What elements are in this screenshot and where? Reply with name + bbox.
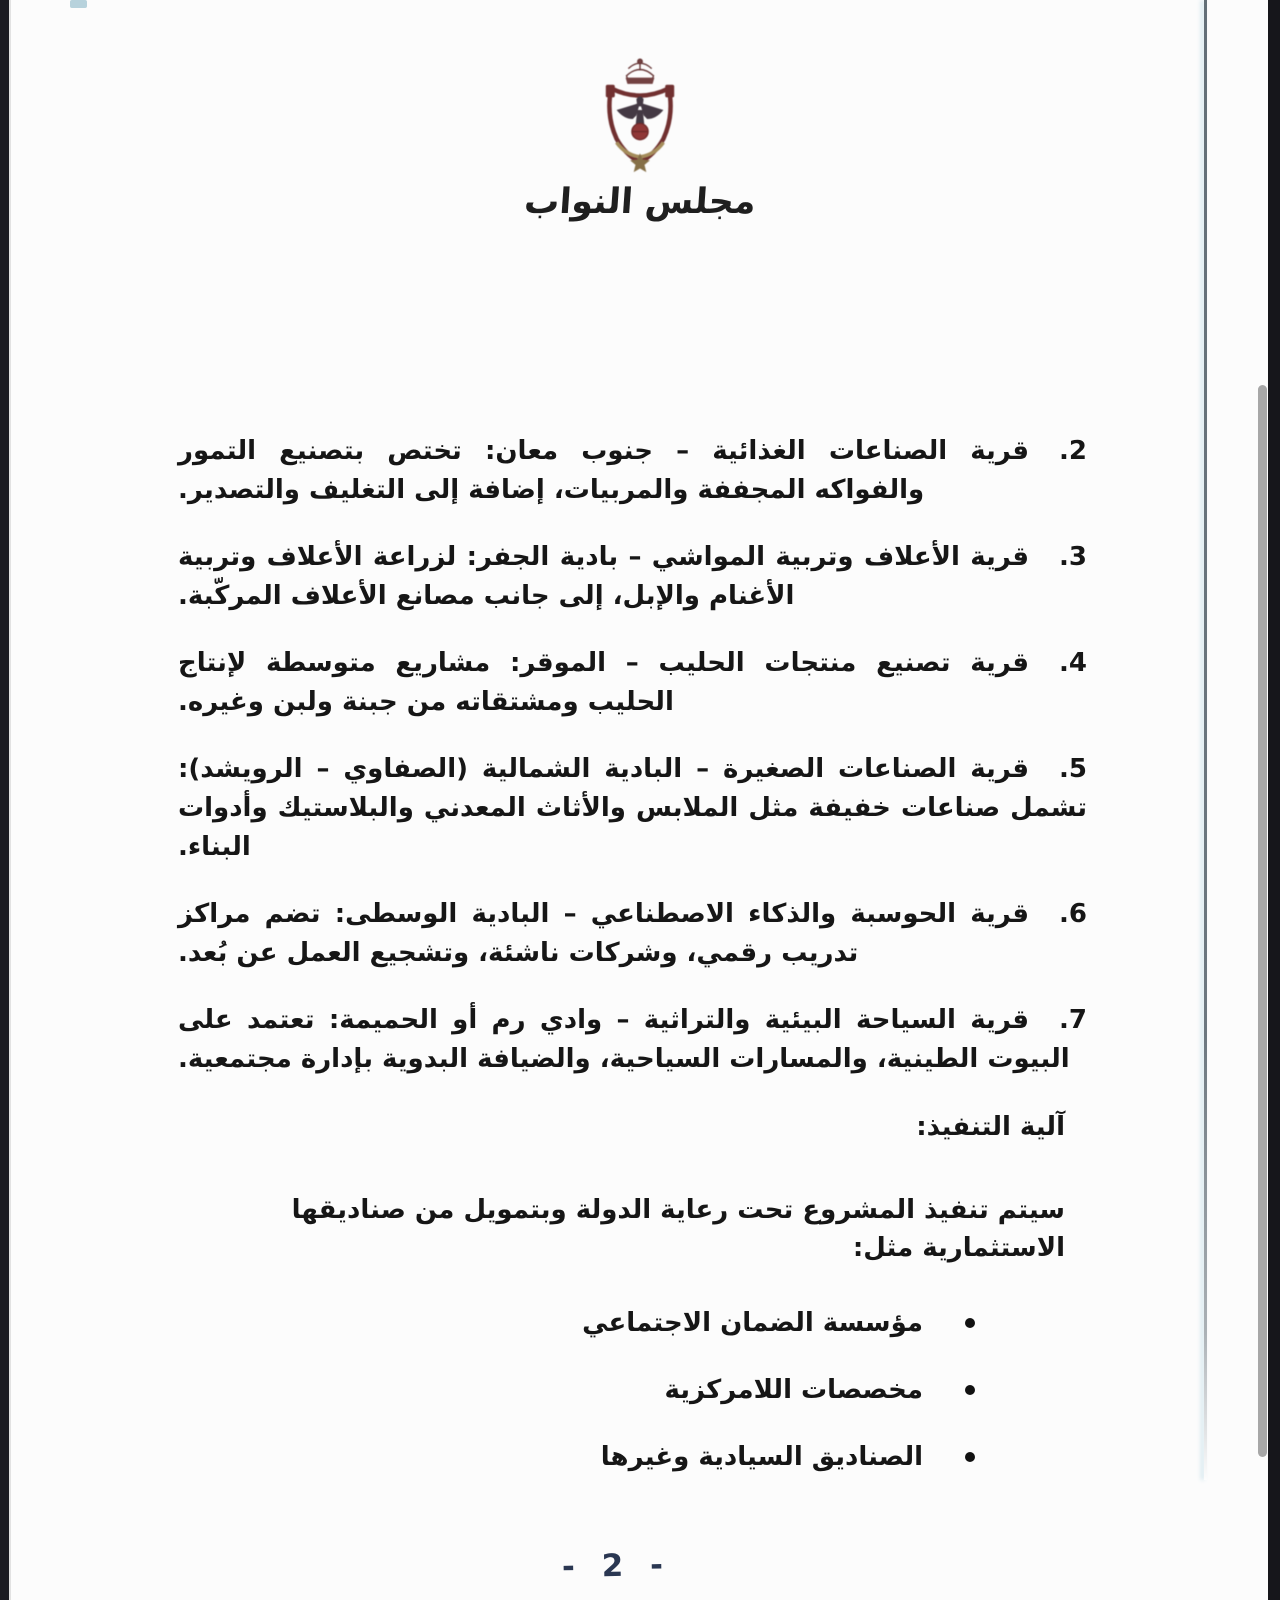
item-body: تختص بتصنيع التمور والفواكه المجففة والمربيات، إضافة إلى التغليف والتصدير. bbox=[178, 436, 925, 505]
funding-intro-line: سيتم تنفيذ المشروع تحت رعاية الدولة وبتمويل من صناديقها الاستثمارية مثل: bbox=[291, 1195, 1065, 1263]
bullet-icon bbox=[965, 1452, 975, 1462]
item-title: قرية الحوسبة والذكاء الاصطناعي – البادية الوسطى: bbox=[334, 899, 1030, 929]
bullet-icon bbox=[965, 1318, 975, 1328]
item-number: 3. bbox=[1059, 542, 1087, 572]
scan-right-edge bbox=[1268, 0, 1280, 1600]
item-number: 6. bbox=[1059, 899, 1087, 929]
numbered-item-7 bbox=[178, 1001, 1087, 1079]
section-heading-implementation: آلية التنفيذ: bbox=[916, 1112, 1065, 1142]
scan-blue-mark bbox=[70, 0, 87, 8]
item-body: تعتمد على البيوت الطينية، والمسارات السياحية، والضيافة البدوية بإدارة مجتمعية. bbox=[178, 1005, 1070, 1074]
bullet-label: مؤسسة الضمان الاجتماعي bbox=[582, 1308, 923, 1338]
numbered-item-3 bbox=[178, 538, 1087, 616]
item-body: تشمل صناعات خفيفة مثل الملابس والأثاث المعدني والبلاستيك وأدوات البناء. bbox=[178, 793, 1087, 862]
bullet-label: مخصصات اللامركزية bbox=[664, 1375, 923, 1405]
jordan-royal-crest-icon bbox=[584, 56, 696, 182]
item-title: قرية الصناعات الصغيرة – البادية الشمالية (الصفاوي – الرويشد): bbox=[178, 754, 1030, 784]
item-number: 7. bbox=[1059, 1005, 1087, 1035]
bullet-icon bbox=[965, 1385, 975, 1395]
item-number: 4. bbox=[1059, 648, 1087, 678]
item-number: 5. bbox=[1059, 754, 1087, 784]
list-item bbox=[178, 1439, 975, 1475]
item-title: قرية السياحة البيئية والتراثية – وادي رم أو الحميمة: bbox=[328, 1005, 1030, 1035]
bullet-label: الصناديق السيادية وغيرها bbox=[600, 1442, 923, 1472]
item-number: 2. bbox=[1059, 436, 1087, 466]
item-title: قرية الصناعات الغذائية – جنوب معان: bbox=[484, 436, 1030, 466]
vertical-scrollbar-thumb[interactable] bbox=[1258, 385, 1267, 1457]
funding-sources-list bbox=[178, 1305, 975, 1475]
item-body: مشاريع متوسطة لإنتاج الحليب ومشتقاته من جبنة ولبن وغيره. bbox=[178, 648, 674, 717]
scan-left-hairline bbox=[9, 0, 11, 1600]
institution-name-calligraphy: مجلس النواب bbox=[522, 182, 758, 222]
item-body: لزراعة الأعلاف وتربية الأغنام والإبل، إلى جانب مصانع الأعلاف المركّبة. bbox=[178, 542, 795, 611]
handwritten-page-number: - 2 - bbox=[561, 1547, 672, 1585]
page-fold-crease bbox=[1204, 0, 1207, 1480]
item-body: تضم مراكز تدريب رقمي، وشركات ناشئة، وتشجيع العمل عن بُعد. bbox=[178, 899, 859, 968]
numbered-item-6 bbox=[178, 895, 1087, 973]
numbered-item-5 bbox=[178, 750, 1087, 867]
item-title: قرية الأعلاف وتربية المواشي – بادية الجفر: bbox=[466, 542, 1030, 572]
item-title: قرية تصنيع منتجات الحليب – الموقر: bbox=[510, 648, 1029, 678]
list-item bbox=[178, 1305, 975, 1341]
scan-left-edge bbox=[0, 0, 9, 1600]
numbered-item-4 bbox=[178, 644, 1087, 722]
list-item bbox=[178, 1372, 975, 1408]
numbered-item-2 bbox=[178, 432, 1087, 510]
document-body bbox=[178, 406, 1087, 1506]
